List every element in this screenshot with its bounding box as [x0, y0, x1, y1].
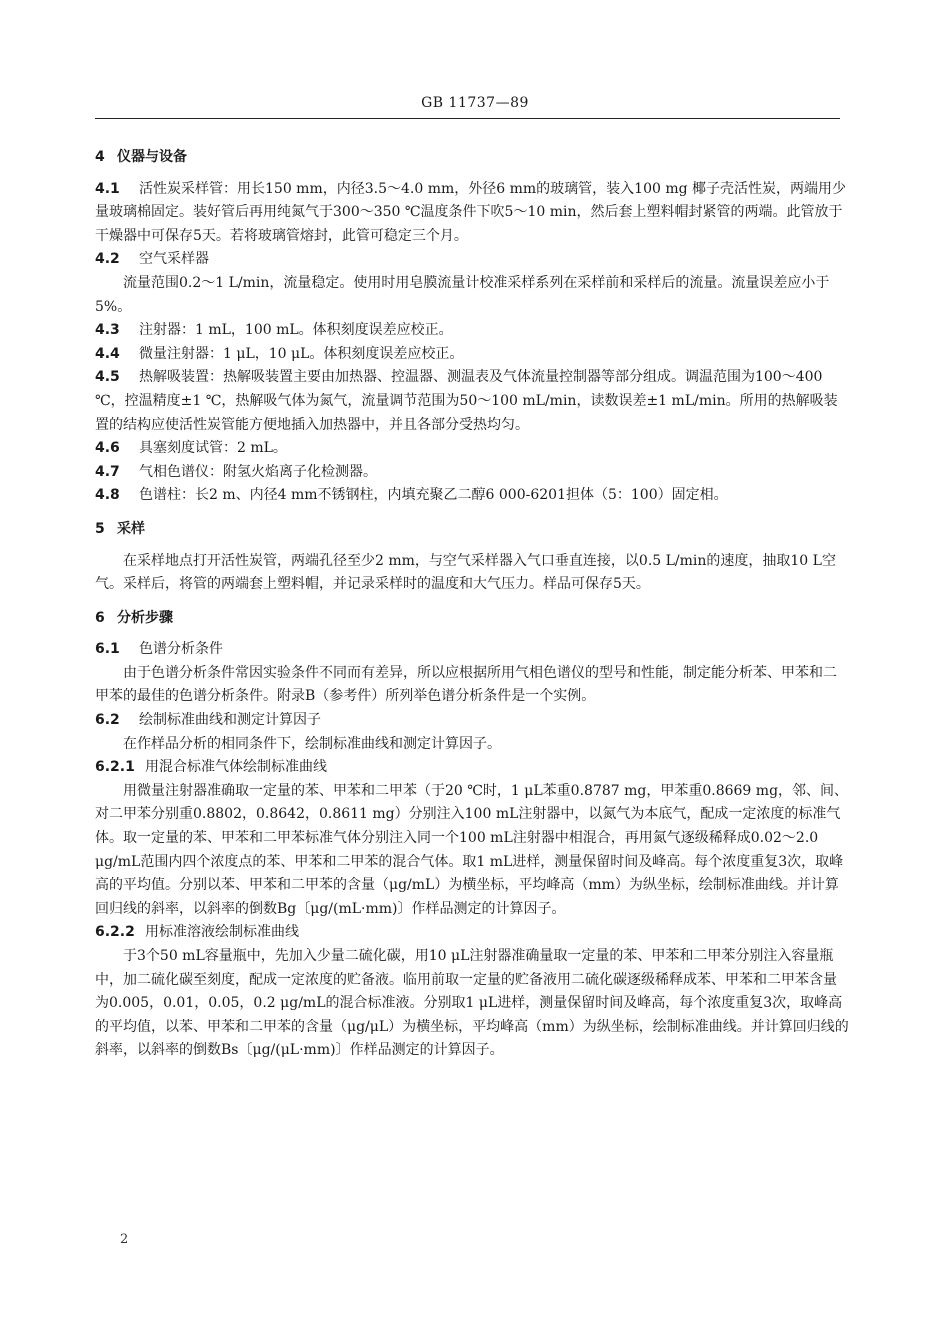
- clause-text: 注射器：1 mL，100 mL。体积刻度误差应校正。: [139, 322, 453, 339]
- clause-text: 具塞刻度试管：2 mL。: [139, 440, 287, 457]
- clause-title: 用混合标准气体绘制标准曲线: [145, 759, 327, 776]
- clause-text: 热解吸装置：热解吸装置主要由加热器、控温器、测温表及气体流量控制器等部分组成。调温范围为100～400 ℃，控温精度±1 ℃，热解吸气体为氮气，流量调节范围为50～100 mL/min，读数误差±1 mL/min。所用的热解吸装置的结构应使活性炭管能方便地插入加热器中，并且各部分受热均匀。: [95, 369, 838, 433]
- clause-6-1-text: 由于色谱分析条件常因实验条件不同而有差异，所以应根据所用气相色谱仪的型号和性能，制定能分析苯、甲苯和二甲苯的最佳的色谱分析条件。附录B（参考件）所列举色谱分析条件是一个实例。: [95, 664, 837, 705]
- clause-title: 色谱分析条件: [139, 641, 223, 658]
- section-6-heading: [95, 607, 850, 631]
- page-number: 2: [120, 1232, 129, 1247]
- clause-number: 4.2: [95, 251, 120, 268]
- section-title: 分析步骤: [117, 609, 173, 626]
- clause-number: 6.2: [95, 712, 120, 729]
- clause-number: 4.8: [95, 487, 120, 504]
- clause-4-5: [95, 366, 850, 437]
- document-body: [95, 146, 850, 1063]
- clause-number: 4.6: [95, 440, 120, 457]
- page-header: GB 11737—89: [421, 95, 529, 111]
- clause-text: 气相色谱仪：附氢火焰离子化检测器。: [139, 463, 377, 480]
- clause-6-2-2-text: 于3个50 mL容量瓶中，先加入少量二硫化碳，用10 μL注射器准确量取一定量的苯、甲苯和二甲苯分别注入容量瓶中，加二硫化碳至刻度，配成一定浓度的贮备液。临用前取一定量的贮备液用二硫化碳逐级稀释成苯、甲苯和二甲苯含量为0.005，0.01，0.05，0.2 μg/mL的混合标准液。分别取1 μL进样，测量保留时间及峰高，每个浓度重复3次，取峰高的平均值，以苯、甲苯和二甲苯的含量（μg/μL）为横坐标，平均峰高（mm）为纵坐标，绘制标准曲线。并计算回归线的斜率，以斜率的倒数Bs〔μg/(μL·mm)〕作样品测定的计算因子。: [95, 948, 849, 1059]
- clause-number: 6.2.2: [95, 924, 135, 941]
- clause-title: 绘制标准曲线和测定计算因子: [139, 712, 321, 729]
- clause-number: 4.7: [95, 463, 120, 480]
- clause-4-8: [95, 484, 850, 508]
- clause-title: 空气采样器: [139, 251, 209, 268]
- clause-4-2-text: 流量范围0.2～1 L/min，流量稳定。使用时用皂膜流量计校准采样系列在采样前和采样后的流量。流量误差应小于5%。: [95, 274, 830, 315]
- clause-number: 4.1: [95, 180, 120, 197]
- clause-number: 4.4: [95, 345, 120, 362]
- clause-text: 活性炭采样管：用长150 mm，内径3.5～4.0 mm，外径6 mm的玻璃管，装入100 mg 椰子壳活性炭，两端用少量玻璃棉固定。装好管后再用纯氮气于300～350 ℃温度条件下吹5～10 min，然后套上塑料帽封紧管的两端。此管放于干燥器中可保存5天。若将玻璃管熔封，此管可稳定三个月。: [95, 180, 847, 244]
- clause-6-2-2-heading: [95, 921, 850, 945]
- header-rule: [95, 118, 840, 119]
- section-title: 采样: [117, 520, 145, 537]
- clause-6-2-1-heading: [95, 756, 850, 780]
- clause-4-3: [95, 319, 850, 343]
- clause-title: 用标准溶液绘制标准曲线: [145, 924, 299, 941]
- section-4-heading: [95, 146, 850, 170]
- clause-4-7: [95, 461, 850, 485]
- clause-6-2-text: 在作样品分析的相同条件下，绘制标准曲线和测定计算因子。: [123, 735, 501, 752]
- clause-4-4: [95, 343, 850, 367]
- clause-number: 4.5: [95, 369, 120, 386]
- section-number: 6: [95, 609, 105, 626]
- clause-number: 4.3: [95, 322, 120, 339]
- section-5-heading: [95, 518, 850, 542]
- clause-text: 微量注射器：1 μL，10 μL。体积刻度误差应校正。: [139, 345, 464, 362]
- clause-4-6: [95, 437, 850, 461]
- section-title: 仪器与设备: [117, 149, 187, 165]
- clause-number: 6.2.1: [95, 759, 135, 776]
- clause-text: 色谱柱：长2 m、内径4 mm不锈钢柱，内填充聚乙二醇6 000-6201担体（5：100）固定相。: [139, 487, 728, 504]
- clause-6-1-heading: [95, 638, 850, 662]
- clause-6-2-1-text: 用微量注射器准确取一定量的苯、甲苯和二甲苯（于20 ℃时，1 μL苯重0.8787 mg，甲苯重0.8669 mg，邻、间、对二甲苯分别重0.8802，0.8642，0.8611 mg）分别注入100 mL注射器中，以氮气为本底气，配成一定浓度的标准气体。取一定量的苯、甲苯和二甲苯标准气体分别注入同一个100 mL注射器中相混合，再用氮气逐级稀释成0.02～2.0 μg/mL范围内四个浓度点的苯、甲苯和二甲苯的混合气体。取1 mL进样，测量保留时间及峰高。每个浓度重复3次，取峰高的平均值。分别以苯、甲苯和二甲苯的含量（μg/mL）为横坐标，平均峰高（mm）为纵坐标，绘制标准曲线。并计算回归线的斜率，以斜率的倒数Bg〔μg/(mL·mm)〕作样品测定的计算因子。: [95, 782, 849, 917]
- clause-6-2-heading: [95, 709, 850, 733]
- clause-number: 6.1: [95, 641, 120, 658]
- clause-4-1: [95, 178, 850, 249]
- section-number: 4: [95, 149, 105, 165]
- section-number: 5: [95, 520, 105, 537]
- clause-4-2-heading: [95, 248, 850, 272]
- section-5-text: 在采样地点打开活性炭管，两端孔径至少2 mm，与空气采样器入气口垂直连接，以0.5 L/min的速度，抽取10 L空气。采样后，将管的两端套上塑料帽，并记录采样时的温度和大气压力。样品可保存5天。: [95, 552, 836, 593]
